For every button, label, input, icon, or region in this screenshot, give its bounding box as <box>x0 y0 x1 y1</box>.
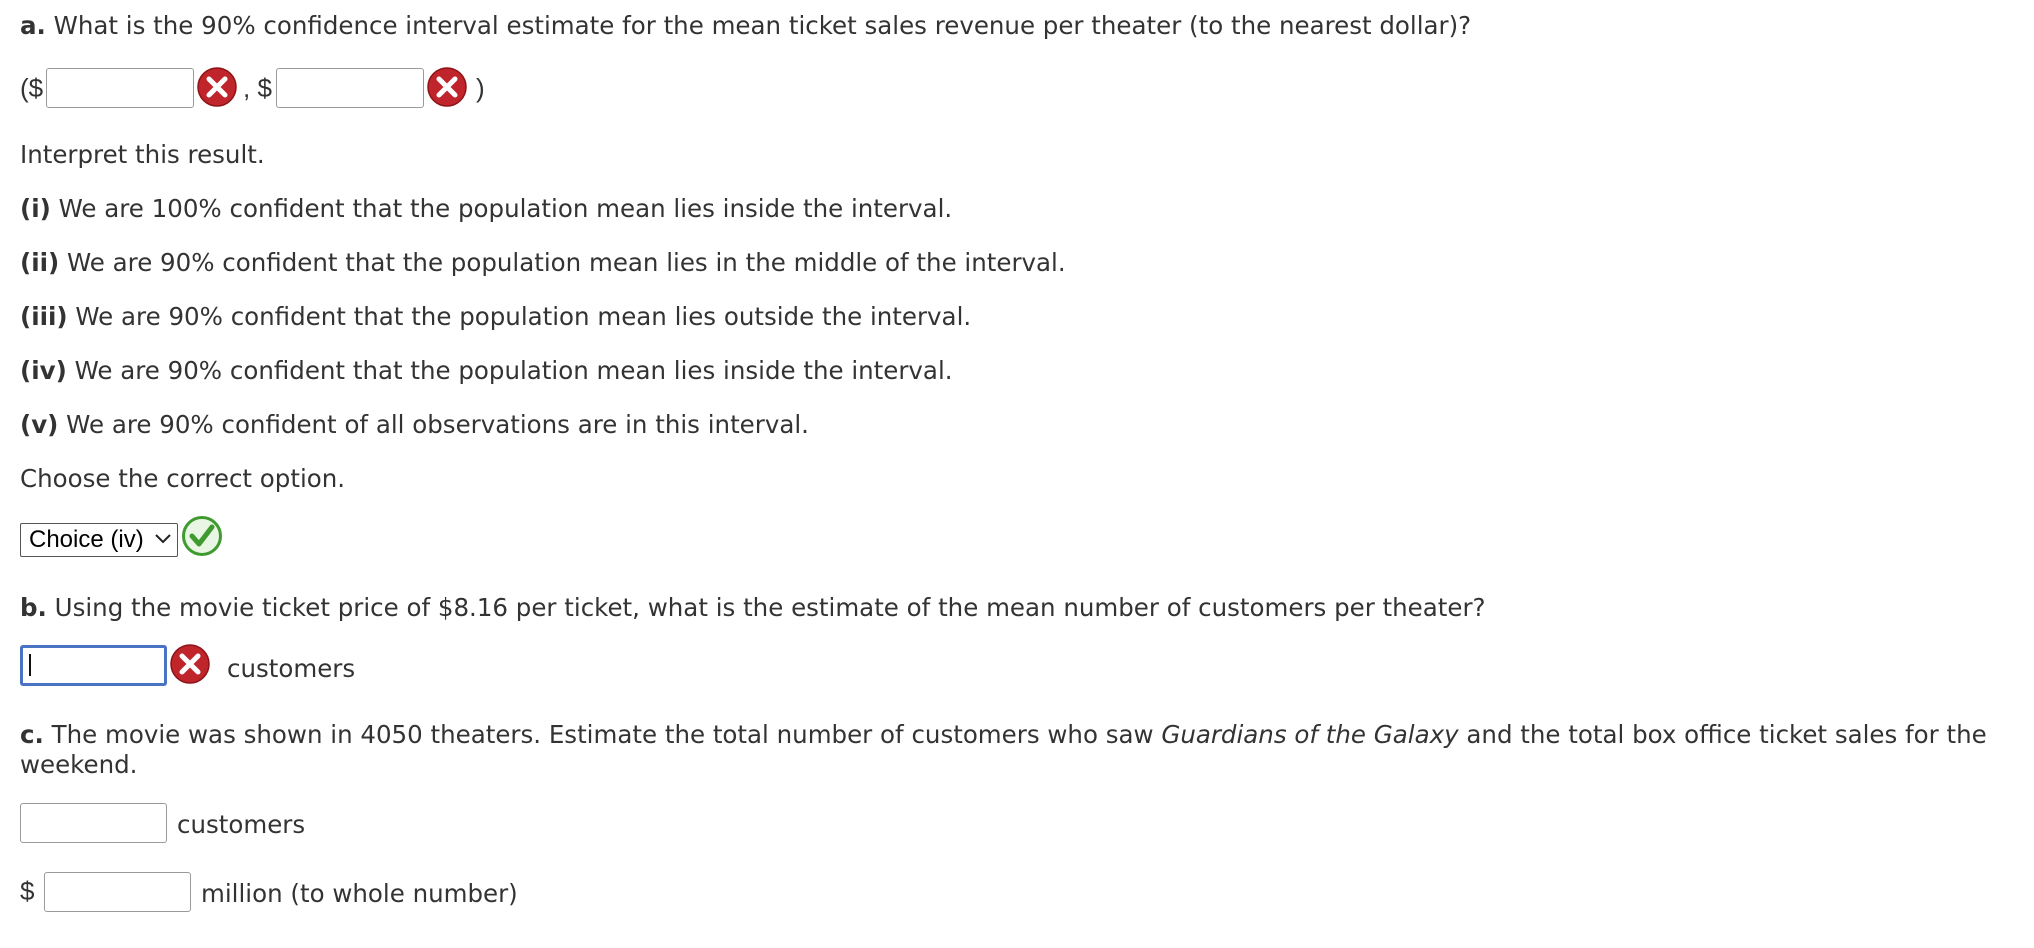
question-a <box>20 11 1471 40</box>
question-c-letter: c. <box>20 720 44 749</box>
option-tag: (iii) <box>20 302 68 331</box>
option-ii <box>20 248 1066 277</box>
incorrect-x-icon <box>196 66 238 108</box>
total-sales-input[interactable] <box>44 872 191 912</box>
question-c-line2: weekend. <box>20 750 138 779</box>
option-text: We are 90% confident of all observations are in this interval. <box>66 410 809 439</box>
question-c <box>20 720 1987 749</box>
mean-customers-input[interactable] <box>20 645 167 686</box>
ci-upper-input[interactable] <box>276 68 424 108</box>
ci-lower-input[interactable] <box>46 68 194 108</box>
option-iv <box>20 356 953 385</box>
close-paren: ) <box>476 73 485 103</box>
option-tag: (iv) <box>20 356 67 385</box>
choice-select-value: Choice (iv) <box>29 526 144 553</box>
option-text: We are 90% confident that the population mean lies outside the interval. <box>75 302 972 331</box>
question-a-letter: a. <box>20 11 46 40</box>
movie-title: Guardians of the Galaxy <box>1161 720 1459 749</box>
option-tag: (i) <box>20 194 51 223</box>
dollar-sign: $ <box>20 876 35 906</box>
text-caret <box>29 654 31 676</box>
option-tag: (v) <box>20 410 59 439</box>
incorrect-x-icon <box>426 66 468 108</box>
option-iii <box>20 302 971 331</box>
customers-unit-b: customers <box>227 654 356 683</box>
option-v <box>20 410 809 439</box>
option-text: We are 90% confident that the population mean lies in the middle of the interval. <box>67 248 1066 277</box>
total-customers-input[interactable] <box>20 803 167 843</box>
question-b-text: Using the movie ticket price of $8.16 per ticket, what is the estimate of the mean number of customers per theater? <box>54 593 1486 622</box>
choice-select[interactable] <box>20 523 178 557</box>
question-c-text-pre: The movie was shown in 4050 theaters. Estimate the total number of customers who saw <box>51 720 1162 749</box>
option-text: We are 90% confident that the population mean lies inside the interval. <box>74 356 953 385</box>
customers-unit-c: customers <box>177 810 306 839</box>
comma-dollar: , $ <box>243 73 272 103</box>
interpret-prompt: Interpret this result. <box>20 140 265 169</box>
option-tag: (ii) <box>20 248 60 277</box>
option-text: We are 100% confident that the population mean lies inside the interval. <box>58 194 953 223</box>
question-c-text-post: and the total box office ticket sales for the <box>1458 720 1987 749</box>
question-a-text: What is the 90% confidence interval estimate for the mean ticket sales revenue per theater (to the nearest dollar)? <box>53 11 1472 40</box>
sales-unit: million (to whole number) <box>201 879 518 908</box>
incorrect-x-icon <box>169 643 211 685</box>
open-paren-dollar: ($ <box>20 73 44 103</box>
chevron-down-icon <box>155 534 171 544</box>
correct-check-icon <box>181 515 223 557</box>
question-b <box>20 593 1486 622</box>
choose-prompt: Choose the correct option. <box>20 464 346 493</box>
option-i <box>20 194 952 223</box>
question-b-letter: b. <box>20 593 47 622</box>
